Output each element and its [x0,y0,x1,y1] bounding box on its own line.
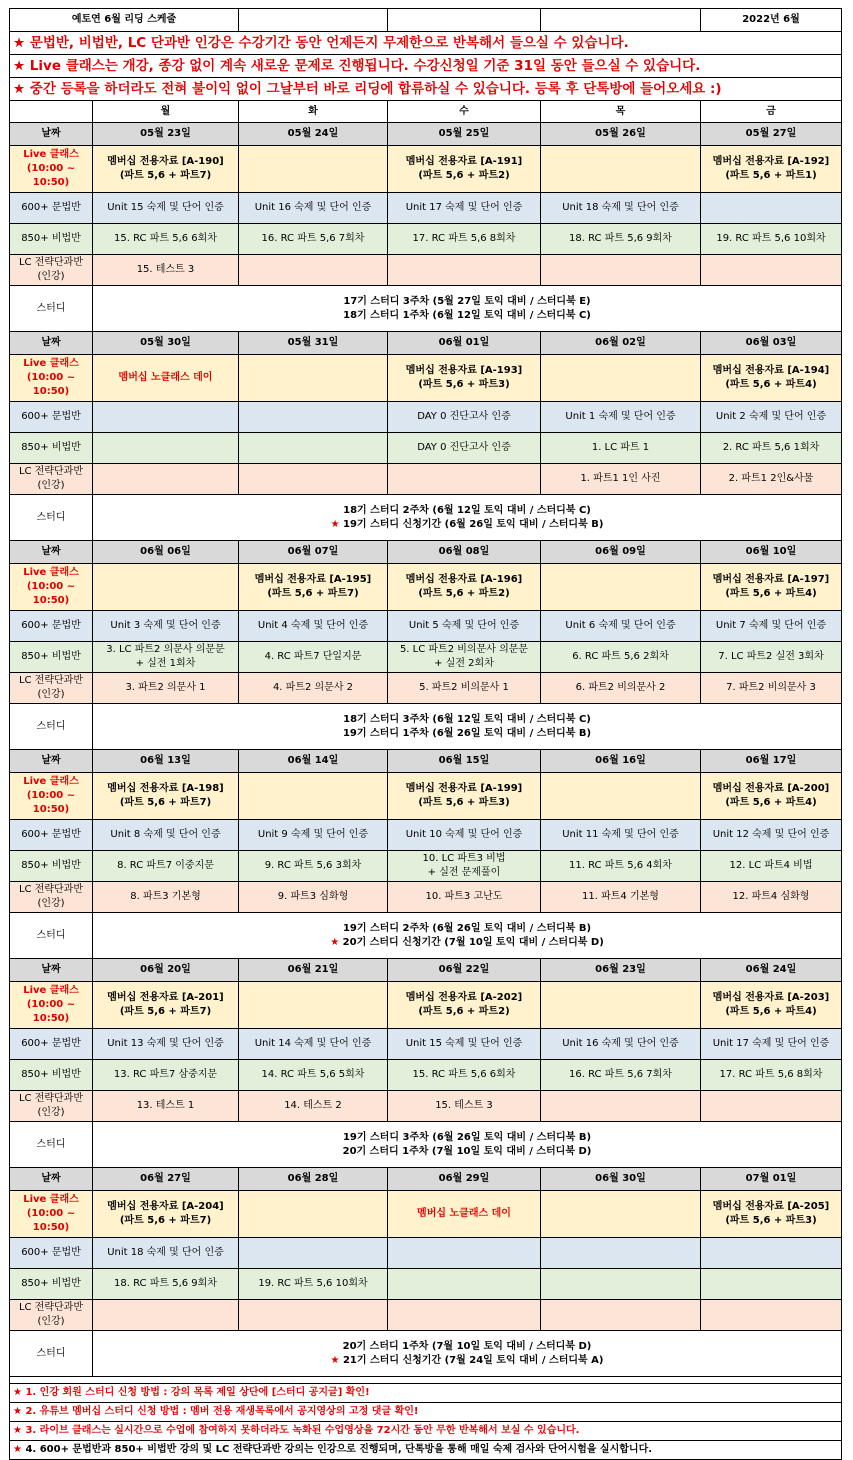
live-class-cell: 멤버십 전용자료 [A-205] (파트 5,6 + 파트3) [701,1191,842,1238]
lc-strategy-cell [701,255,842,286]
date-label: 날짜 [10,541,93,564]
lc-strategy-cell: 14. 테스트 2 [239,1091,388,1122]
live-class-label: Live 클래스 (10:00 ~ 10:50) [10,355,93,402]
secret-850-cell: 1. LC 파트 1 [541,433,701,464]
lc-strategy-cell [541,1300,701,1331]
secret-850-cell [239,433,388,464]
title-empty-cell [239,9,388,32]
study-cell [93,704,842,750]
study-label: 스터디 [10,1331,93,1377]
lc-strategy-cell: 1. 파트1 1인 사진 [541,464,701,495]
live-class-cell: 멤버십 전용자료 [A-198] (파트 5,6 + 파트7) [93,773,239,820]
live-class-cell [239,355,388,402]
title-empty-cell [541,9,701,32]
live-class-cell [541,773,701,820]
live-class-label: Live 클래스 (10:00 ~ 10:50) [10,564,93,611]
live-class-row [10,1191,842,1238]
live-class-cell: 멤버십 전용자료 [A-197] (파트 5,6 + 파트4) [701,564,842,611]
secret-850-label: 850+ 비법반 [10,224,93,255]
grammar-600-label: 600+ 문법반 [10,820,93,851]
grammar-600-cell: Unit 3 숙제 및 단어 인증 [93,611,239,642]
date-cell: 06월 10일 [701,541,842,564]
date-cell: 06월 16일 [541,750,701,773]
study-line: 18기 스터디 1주차 (6월 12일 토익 대비 / 스터디북 C) [343,309,591,321]
date-row [10,750,842,773]
lc-strategy-row [10,1300,842,1331]
secret-850-cell: 18. RC 파트 5,6 9회차 [541,224,701,255]
month-label: 2022년 6월 [701,9,842,32]
grammar-600-row [10,193,842,224]
live-class-cell: 멤버십 전용자료 [A-195] (파트 5,6 + 파트7) [239,564,388,611]
secret-850-label: 850+ 비법반 [10,851,93,882]
date-row [10,1168,842,1191]
grammar-600-cell: Unit 7 숙제 및 단어 인증 [701,611,842,642]
live-class-cell: 멤버십 전용자료 [A-190] (파트 5,6 + 파트7) [93,146,239,193]
study-row [10,913,842,959]
weekday-tue: 화 [239,101,388,123]
spacer-cell [10,1377,842,1384]
lc-strategy-label: LC 전략단과반 (인강) [10,673,93,704]
date-cell: 06월 03일 [701,332,842,355]
grammar-600-label: 600+ 문법반 [10,1238,93,1269]
live-class-cell [239,982,388,1029]
grammar-600-cell: Unit 4 숙제 및 단어 인증 [239,611,388,642]
study-cell [93,1122,842,1168]
lc-strategy-row [10,255,842,286]
footnote-row [10,1384,842,1403]
lc-strategy-row [10,882,842,913]
secret-850-cell [388,1269,541,1300]
date-cell: 06월 27일 [93,1168,239,1191]
secret-850-cell: 10. LC 파트3 비법 + 실전 문제풀이 [388,851,541,882]
grammar-600-label: 600+ 문법반 [10,193,93,224]
live-class-cell: 멤버십 전용자료 [A-192] (파트 5,6 + 파트1) [701,146,842,193]
lc-strategy-cell: 12. 파트4 심화형 [701,882,842,913]
secret-850-cell [93,433,239,464]
study-row [10,704,842,750]
grammar-600-cell [93,402,239,433]
date-cell: 06월 15일 [388,750,541,773]
lc-strategy-cell [388,255,541,286]
date-cell: 06월 09일 [541,541,701,564]
date-cell: 06월 24일 [701,959,842,982]
live-class-row [10,564,842,611]
date-cell: 06월 08일 [388,541,541,564]
weekday-corner [10,101,93,123]
date-label: 날짜 [10,123,93,146]
live-class-cell: 멤버십 전용자료 [A-193] (파트 5,6 + 파트3) [388,355,541,402]
weekday-wed: 수 [388,101,541,123]
secret-850-cell: 19. RC 파트 5,6 10회차 [239,1269,388,1300]
live-class-cell: 멤버십 전용자료 [A-199] (파트 5,6 + 파트3) [388,773,541,820]
spacer-row [10,1377,842,1384]
secret-850-row [10,433,842,464]
study-line: 20기 스터디 1주차 (7월 10일 토익 대비 / 스터디북 D) [342,1145,592,1157]
lc-strategy-cell: 10. 파트3 고난도 [388,882,541,913]
date-label: 날짜 [10,959,93,982]
live-class-cell: 멤버십 전용자료 [A-204] (파트 5,6 + 파트7) [93,1191,239,1238]
secret-850-cell: 13. RC 파트7 삼중지문 [93,1060,239,1091]
date-cell: 06월 28일 [239,1168,388,1191]
lc-strategy-cell: 13. 테스트 1 [93,1091,239,1122]
lc-strategy-cell: 6. 파트2 비의문사 2 [541,673,701,704]
grammar-600-cell: Unit 11 숙제 및 단어 인증 [541,820,701,851]
grammar-600-cell: Unit 17 숙제 및 단어 인증 [701,1029,842,1060]
secret-850-cell: 8. RC 파트7 이중지문 [93,851,239,882]
study-cell [93,913,842,959]
date-cell: 07월 01일 [701,1168,842,1191]
secret-850-cell: 15. RC 파트 5,6 6회차 [388,1060,541,1091]
lc-strategy-cell: 5. 파트2 비의문사 1 [388,673,541,704]
footnote-2: ★ 2. 유튜브 멤버십 스터디 신청 방법 : 멤버 전용 재생목록에서 공지영상의 고정 댓글 확인! [10,1403,842,1422]
date-cell: 06월 17일 [701,750,842,773]
date-cell: 05월 31일 [239,332,388,355]
grammar-600-cell: Unit 17 숙제 및 단어 인증 [388,193,541,224]
secret-850-cell: 15. RC 파트 5,6 6회차 [93,224,239,255]
grammar-600-cell: Unit 10 숙제 및 단어 인증 [388,820,541,851]
study-line: 19기 스터디 3주차 (6월 26일 토익 대비 / 스터디북 B) [342,1131,592,1143]
secret-850-cell: 16. RC 파트 5,6 7회차 [541,1060,701,1091]
secret-850-label: 850+ 비법반 [10,1269,93,1300]
study-cell [93,1331,842,1377]
lc-strategy-cell [701,1091,842,1122]
grammar-600-row [10,611,842,642]
live-class-cell [541,564,701,611]
study-cell [93,495,842,541]
date-cell: 06월 21일 [239,959,388,982]
grammar-600-cell: Unit 16 숙제 및 단어 인증 [239,193,388,224]
live-class-label: Live 클래스 (10:00 ~ 10:50) [10,773,93,820]
lc-strategy-row [10,1091,842,1122]
live-class-cell: 멤버십 전용자료 [A-194] (파트 5,6 + 파트4) [701,355,842,402]
live-class-label: Live 클래스 (10:00 ~ 10:50) [10,1191,93,1238]
secret-850-cell: 7. LC 파트2 실전 3회차 [701,642,842,673]
study-label: 스터디 [10,913,93,959]
notice-row [10,78,842,101]
lc-strategy-cell: 4. 파트2 의문사 2 [239,673,388,704]
secret-850-cell: 14. RC 파트 5,6 5회차 [239,1060,388,1091]
grammar-600-row [10,1029,842,1060]
date-cell: 06월 30일 [541,1168,701,1191]
live-class-cell [239,773,388,820]
lc-strategy-cell [93,1300,239,1331]
grammar-600-row [10,820,842,851]
live-class-cell: 멤버십 전용자료 [A-203] (파트 5,6 + 파트4) [701,982,842,1029]
date-cell: 06월 22일 [388,959,541,982]
lc-strategy-cell: 15. 테스트 3 [388,1091,541,1122]
lc-strategy-label: LC 전략단과반 (인강) [10,1300,93,1331]
lc-strategy-cell: 15. 테스트 3 [93,255,239,286]
grammar-600-cell: Unit 6 숙제 및 단어 인증 [541,611,701,642]
notice-1: ★ 문법반, 비법반, LC 단과반 인강은 수강기간 동안 언제든지 무제한으로 반복해서 들으실 수 있습니다. [10,32,842,55]
grammar-600-cell: Unit 12 숙제 및 단어 인증 [701,820,842,851]
study-line: 19기 스터디 2주차 (6월 26일 토익 대비 / 스터디북 B) [342,922,592,934]
date-cell: 05월 23일 [93,123,239,146]
live-class-row [10,146,842,193]
lc-strategy-cell: 9. 파트3 심화형 [239,882,388,913]
date-row [10,959,842,982]
date-cell: 05월 24일 [239,123,388,146]
date-cell: 06월 13일 [93,750,239,773]
grammar-600-label: 600+ 문법반 [10,402,93,433]
secret-850-cell: 5. LC 파트2 비의문사 의문문 + 실전 2회차 [388,642,541,673]
study-line: 18기 스터디 3주차 (6월 12일 토익 대비 / 스터디북 C) [343,713,591,725]
study-cell [93,286,842,332]
notice-row [10,55,842,78]
date-cell: 06월 01일 [388,332,541,355]
live-class-cell: 멤버십 전용자료 [A-202] (파트 5,6 + 파트2) [388,982,541,1029]
weekday-thu: 목 [541,101,701,123]
grammar-600-cell: Unit 18 숙제 및 단어 인증 [93,1238,239,1269]
date-cell: 06월 20일 [93,959,239,982]
grammar-600-cell [239,1238,388,1269]
secret-850-cell: 17. RC 파트 5,6 8회차 [388,224,541,255]
grammar-600-cell: Unit 15 숙제 및 단어 인증 [93,193,239,224]
lc-strategy-cell: 2. 파트1 2인&사물 [701,464,842,495]
date-label: 날짜 [10,332,93,355]
grammar-600-cell [541,1238,701,1269]
lc-strategy-cell: 7. 파트2 비의문사 3 [701,673,842,704]
notice-3: ★ 중간 등록을 하더라도 전혀 불이익 없이 그날부터 바로 리딩에 합류하실 수 있습니다. 등록 후 단톡방에 들어오세요 :) [10,78,842,101]
study-row [10,1122,842,1168]
date-label: 날짜 [10,750,93,773]
study-label: 스터디 [10,495,93,541]
live-class-cell [93,564,239,611]
live-class-cell: 멤버십 전용자료 [A-201] (파트 5,6 + 파트7) [93,982,239,1029]
study-label: 스터디 [10,704,93,750]
secret-850-row [10,851,842,882]
weekday-header-row [10,101,842,123]
date-cell: 05월 30일 [93,332,239,355]
grammar-600-cell: Unit 13 숙제 및 단어 인증 [93,1029,239,1060]
star-icon: ★ [13,1444,22,1455]
weekday-fri: 금 [701,101,842,123]
secret-850-cell: 17. RC 파트 5,6 8회차 [701,1060,842,1091]
grammar-600-label: 600+ 문법반 [10,1029,93,1060]
live-class-row [10,982,842,1029]
lc-strategy-cell [541,1091,701,1122]
lc-strategy-label: LC 전략단과반 (인강) [10,464,93,495]
lc-strategy-row [10,673,842,704]
date-label: 날짜 [10,1168,93,1191]
live-class-cell [541,1191,701,1238]
grammar-600-cell: Unit 18 숙제 및 단어 인증 [541,193,701,224]
study-row [10,1331,842,1377]
lc-strategy-cell [541,255,701,286]
live-class-label: Live 클래스 (10:00 ~ 10:50) [10,146,93,193]
date-cell: 06월 07일 [239,541,388,564]
secret-850-cell: 9. RC 파트 5,6 3회차 [239,851,388,882]
date-row [10,123,842,146]
grammar-600-cell: DAY 0 진단고사 인증 [388,402,541,433]
grammar-600-cell [701,193,842,224]
live-class-cell: 멤버십 노클래스 데이 [388,1191,541,1238]
live-class-row [10,355,842,402]
title-empty-cell [388,9,541,32]
footnote-4: ★ 4. 600+ 문법반과 850+ 비법반 강의 및 LC 전략단과반 강의는 인강으로 진행되며, 단톡방을 통해 매일 숙제 검사와 단어시험을 실시합니다. [10,1441,842,1460]
live-class-cell [541,146,701,193]
secret-850-cell: 3. LC 파트2 의문사 의문문 + 실전 1회차 [93,642,239,673]
secret-850-cell [541,1269,701,1300]
schedule-sheet [9,8,842,1460]
secret-850-cell: 18. RC 파트 5,6 9회차 [93,1269,239,1300]
secret-850-cell: 6. RC 파트 5,6 2회차 [541,642,701,673]
secret-850-row [10,1060,842,1091]
live-class-cell [239,1191,388,1238]
live-class-row [10,773,842,820]
star-icon: ★ [330,518,340,530]
date-row [10,541,842,564]
study-line: ★ 19기 스터디 신청기간 (6월 26일 토익 대비 / 스터디북 B) [330,518,604,530]
lc-strategy-cell [239,255,388,286]
lc-strategy-label: LC 전략단과반 (인강) [10,255,93,286]
grammar-600-cell: Unit 8 숙제 및 단어 인증 [93,820,239,851]
notice-row [10,32,842,55]
date-cell: 06월 23일 [541,959,701,982]
lc-strategy-cell [239,1300,388,1331]
live-class-cell: 멤버십 노클래스 데이 [93,355,239,402]
footnote-row [10,1403,842,1422]
grammar-600-row [10,1238,842,1269]
date-cell: 05월 26일 [541,123,701,146]
grammar-600-row [10,402,842,433]
grammar-600-cell: Unit 1 숙제 및 단어 인증 [541,402,701,433]
secret-850-cell: 11. RC 파트 5,6 4회차 [541,851,701,882]
secret-850-label: 850+ 비법반 [10,1060,93,1091]
secret-850-cell: 2. RC 파트 5,6 1회차 [701,433,842,464]
star-icon: ★ [330,1354,340,1366]
date-row [10,332,842,355]
live-class-cell [541,355,701,402]
lc-strategy-cell [388,1300,541,1331]
grammar-600-cell [239,402,388,433]
live-class-label: Live 클래스 (10:00 ~ 10:50) [10,982,93,1029]
grammar-600-cell: Unit 15 숙제 및 단어 인증 [388,1029,541,1060]
lc-strategy-cell: 11. 파트4 기본형 [541,882,701,913]
grammar-600-cell: Unit 5 숙제 및 단어 인증 [388,611,541,642]
grammar-600-cell: Unit 16 숙제 및 단어 인증 [541,1029,701,1060]
grammar-600-cell [388,1238,541,1269]
study-line: ★ 21기 스터디 신청기간 (7월 24일 토익 대비 / 스터디북 A) [330,1354,604,1366]
title-row [10,9,842,32]
grammar-600-label: 600+ 문법반 [10,611,93,642]
secret-850-cell: 19. RC 파트 5,6 10회차 [701,224,842,255]
secret-850-cell [701,1269,842,1300]
live-class-cell: 멤버십 전용자료 [A-196] (파트 5,6 + 파트2) [388,564,541,611]
date-cell: 06월 14일 [239,750,388,773]
date-cell: 06월 02일 [541,332,701,355]
live-class-cell [541,982,701,1029]
lc-strategy-label: LC 전략단과반 (인강) [10,882,93,913]
sheet-title: 예토연 6월 리딩 스케줄 [10,9,239,32]
secret-850-cell: 12. LC 파트4 비법 [701,851,842,882]
study-line: 18기 스터디 2주차 (6월 12일 토익 대비 / 스터디북 C) [343,504,591,516]
study-label: 스터디 [10,286,93,332]
live-class-cell: 멤버십 전용자료 [A-191] (파트 5,6 + 파트2) [388,146,541,193]
secret-850-cell: DAY 0 진단고사 인증 [388,433,541,464]
lc-strategy-cell [93,464,239,495]
live-class-cell: 멤버십 전용자료 [A-200] (파트 5,6 + 파트4) [701,773,842,820]
date-cell: 06월 29일 [388,1168,541,1191]
secret-850-cell: 4. RC 파트7 단일지문 [239,642,388,673]
secret-850-row [10,642,842,673]
footnote-3: ★ 3. 라이브 클래스는 실시간으로 수업에 참여하지 못하더라도 녹화된 수업영상을 72시간 동안 무한 반복해서 보실 수 있습니다. [10,1422,842,1441]
study-label: 스터디 [10,1122,93,1168]
study-row [10,286,842,332]
date-cell: 05월 27일 [701,123,842,146]
notice-2: ★ Live 클래스는 개강, 종강 없이 계속 새로운 문제로 진행됩니다. 수강신청일 기준 31일 동안 들으실 수 있습니다. [10,55,842,78]
date-cell: 06월 06일 [93,541,239,564]
study-line: 19기 스터디 1주차 (6월 26일 토익 대비 / 스터디북 B) [342,727,592,739]
study-line: ★ 20기 스터디 신청기간 (7월 10일 토익 대비 / 스터디북 D) [330,936,604,948]
secret-850-cell: 16. RC 파트 5,6 7회차 [239,224,388,255]
secret-850-label: 850+ 비법반 [10,642,93,673]
secret-850-row [10,224,842,255]
footnote-1: ★ 1. 인강 회원 스터디 신청 방법 : 강의 목록 제일 상단에 [스터디 공지글] 확인! [10,1384,842,1403]
grammar-600-cell: Unit 9 숙제 및 단어 인증 [239,820,388,851]
live-class-cell [239,146,388,193]
lc-strategy-label: LC 전략단과반 (인강) [10,1091,93,1122]
lc-strategy-cell: 3. 파트2 의문사 1 [93,673,239,704]
study-line: 17기 스터디 3주차 (5월 27일 토익 대비 / 스터디북 E) [343,295,591,307]
grammar-600-cell: Unit 14 숙제 및 단어 인증 [239,1029,388,1060]
secret-850-row [10,1269,842,1300]
weekday-mon: 월 [93,101,239,123]
lc-strategy-cell [701,1300,842,1331]
secret-850-label: 850+ 비법반 [10,433,93,464]
lc-strategy-cell [388,464,541,495]
grammar-600-cell: Unit 2 숙제 및 단어 인증 [701,402,842,433]
lc-strategy-cell [239,464,388,495]
lc-strategy-row [10,464,842,495]
study-row [10,495,842,541]
lc-strategy-cell: 8. 파트3 기본형 [93,882,239,913]
study-line: 20기 스터디 1주차 (7월 10일 토익 대비 / 스터디북 D) [342,1340,592,1352]
date-cell: 05월 25일 [388,123,541,146]
footnote-row [10,1441,842,1460]
grammar-600-cell [701,1238,842,1269]
star-icon: ★ [330,936,340,948]
